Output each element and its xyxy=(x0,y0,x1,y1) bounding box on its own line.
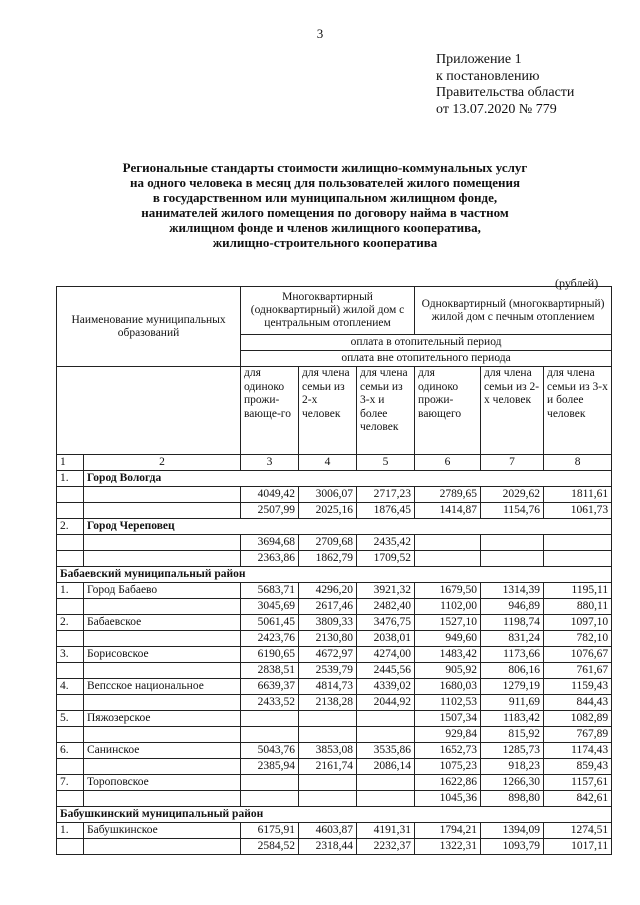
value-cell xyxy=(299,711,357,727)
unit-label: (рублей) xyxy=(555,276,599,290)
table-row xyxy=(57,567,612,583)
value-cell: 4049,42 xyxy=(241,487,299,503)
col-number-6: 6 xyxy=(415,455,481,471)
row-number xyxy=(57,695,84,711)
municipality-name xyxy=(84,759,241,775)
value-cell: 949,60 xyxy=(415,631,481,647)
table-row xyxy=(57,791,612,807)
value-cell: 4814,73 xyxy=(299,679,357,695)
table-row xyxy=(57,727,612,743)
municipality-name xyxy=(84,535,241,551)
col-number-4: 4 xyxy=(299,455,357,471)
row-number xyxy=(57,663,84,679)
table-row xyxy=(57,471,612,487)
municipality-name: Город Вологда xyxy=(84,471,612,487)
header-non-heating-period: оплата вне отопительного периода xyxy=(241,351,612,367)
header-group-central-heating: Многоквартирный (одноквартирный) жилой дом с центральным отоплением xyxy=(241,287,415,335)
row-number xyxy=(57,759,84,775)
row-number xyxy=(57,535,84,551)
header-name-column: Наименование муниципальных образований xyxy=(57,287,241,367)
value-cell: 1679,50 xyxy=(415,583,481,599)
value-cell: 2433,52 xyxy=(241,695,299,711)
value-cell: 1097,10 xyxy=(544,615,612,631)
value-cell: 3921,32 xyxy=(357,583,415,599)
value-cell: 1279,19 xyxy=(481,679,544,695)
value-cell: 1076,67 xyxy=(544,647,612,663)
page-number: 3 xyxy=(316,26,324,41)
value-cell: 842,61 xyxy=(544,791,612,807)
value-cell: 5061,45 xyxy=(241,615,299,631)
table-row xyxy=(57,823,612,839)
value-cell: 815,92 xyxy=(481,727,544,743)
value-cell xyxy=(357,775,415,791)
table-row xyxy=(57,583,612,599)
value-cell: 806,16 xyxy=(481,663,544,679)
header-sub-5: для члена семьи из 2-х человек xyxy=(481,367,544,455)
value-cell: 929,84 xyxy=(415,727,481,743)
table-row xyxy=(57,663,612,679)
value-cell: 4191,31 xyxy=(357,823,415,839)
table-row xyxy=(57,839,612,855)
value-cell: 880,11 xyxy=(544,599,612,615)
value-cell: 1876,45 xyxy=(357,503,415,519)
row-number xyxy=(57,839,84,855)
title-line-4: нанимателей жилого помещения по договору найма в частном xyxy=(141,205,509,220)
table-row xyxy=(57,679,612,695)
value-cell: 2709,68 xyxy=(299,535,357,551)
municipality-name xyxy=(84,551,241,567)
value-cell: 1045,36 xyxy=(415,791,481,807)
value-cell: 844,43 xyxy=(544,695,612,711)
value-cell: 6175,91 xyxy=(241,823,299,839)
municipality-name: Город Череповец xyxy=(84,519,612,535)
table-row xyxy=(57,503,612,519)
value-cell: 2086,14 xyxy=(357,759,415,775)
value-cell: 2435,42 xyxy=(357,535,415,551)
row-number xyxy=(57,599,84,615)
value-cell xyxy=(241,791,299,807)
value-cell: 6639,37 xyxy=(241,679,299,695)
row-number: 1. xyxy=(57,471,84,487)
standards-table xyxy=(56,286,612,855)
row-number: 4. xyxy=(57,679,84,695)
value-cell: 2507,99 xyxy=(241,503,299,519)
appendix-line-4: от 13.07.2020 № 779 xyxy=(436,101,557,117)
municipality-name xyxy=(84,695,241,711)
value-cell: 5043,76 xyxy=(241,743,299,759)
municipality-name: Санинское xyxy=(84,743,241,759)
value-cell: 1322,31 xyxy=(415,839,481,855)
header-sub-1: для одиноко прожи-вающе-го xyxy=(241,367,299,455)
value-cell: 2838,51 xyxy=(241,663,299,679)
row-number xyxy=(57,487,84,503)
row-number xyxy=(57,791,84,807)
value-cell: 1157,61 xyxy=(544,775,612,791)
value-cell: 1061,73 xyxy=(544,503,612,519)
table-row xyxy=(57,519,612,535)
value-cell: 1274,51 xyxy=(544,823,612,839)
title-line-6: жилищно-строительного кооператива xyxy=(212,235,438,250)
value-cell: 3809,33 xyxy=(299,615,357,631)
header-heating-period: оплата в отопительный период xyxy=(241,335,612,351)
municipality-name xyxy=(84,727,241,743)
document-title xyxy=(90,160,560,250)
district-name: Бабушкинский муниципальный район xyxy=(57,807,612,823)
value-cell: 2363,86 xyxy=(241,551,299,567)
value-cell: 1017,11 xyxy=(544,839,612,855)
value-cell: 1154,76 xyxy=(481,503,544,519)
value-cell: 1266,30 xyxy=(481,775,544,791)
value-cell: 3853,08 xyxy=(299,743,357,759)
appendix-line-2: к постановлению xyxy=(436,68,540,84)
title-line-1: Региональные стандарты стоимости жилищно-коммунальных услуг xyxy=(122,160,528,175)
value-cell: 1075,23 xyxy=(415,759,481,775)
value-cell xyxy=(357,727,415,743)
header-sub-6: для члена семьи из 3-х и более человек xyxy=(544,367,612,455)
row-number: 7. xyxy=(57,775,84,791)
municipality-name xyxy=(84,663,241,679)
value-cell: 6190,65 xyxy=(241,647,299,663)
municipality-name: Бабаевское xyxy=(84,615,241,631)
row-number: 3. xyxy=(57,647,84,663)
value-cell xyxy=(357,791,415,807)
municipality-name: Бабушкинское xyxy=(84,823,241,839)
value-cell: 1507,34 xyxy=(415,711,481,727)
value-cell: 1093,79 xyxy=(481,839,544,855)
value-cell: 2789,65 xyxy=(415,487,481,503)
municipality-name: Город Бабаево xyxy=(84,583,241,599)
value-cell: 1198,74 xyxy=(481,615,544,631)
value-cell: 4296,20 xyxy=(299,583,357,599)
value-cell: 1811,61 xyxy=(544,487,612,503)
table-row xyxy=(57,759,612,775)
value-cell: 1862,79 xyxy=(299,551,357,567)
value-cell: 4672,97 xyxy=(299,647,357,663)
table-row xyxy=(57,631,612,647)
value-cell: 1102,53 xyxy=(415,695,481,711)
value-cell: 2482,40 xyxy=(357,599,415,615)
municipality-name: Вепсское национальное xyxy=(84,679,241,695)
row-number: 1. xyxy=(57,823,84,839)
value-cell: 905,92 xyxy=(415,663,481,679)
row-number: 2. xyxy=(57,519,84,535)
municipality-name xyxy=(84,599,241,615)
value-cell: 1159,43 xyxy=(544,679,612,695)
value-cell xyxy=(481,551,544,567)
row-number: 2. xyxy=(57,615,84,631)
municipality-name: Борисовское xyxy=(84,647,241,663)
value-cell: 911,69 xyxy=(481,695,544,711)
value-cell: 3535,86 xyxy=(357,743,415,759)
value-cell: 3694,68 xyxy=(241,535,299,551)
municipality-name: Тороповское xyxy=(84,775,241,791)
row-number: 6. xyxy=(57,743,84,759)
value-cell: 1483,42 xyxy=(415,647,481,663)
value-cell: 831,24 xyxy=(481,631,544,647)
table-row xyxy=(57,551,612,567)
district-name: Бабаевский муниципальный район xyxy=(57,567,612,583)
value-cell: 2318,44 xyxy=(299,839,357,855)
value-cell: 2584,52 xyxy=(241,839,299,855)
table-row xyxy=(57,599,612,615)
table-row xyxy=(57,807,612,823)
col-number-8: 8 xyxy=(544,455,612,471)
value-cell: 1173,66 xyxy=(481,647,544,663)
row-number: 1. xyxy=(57,583,84,599)
value-cell: 1709,52 xyxy=(357,551,415,567)
row-number xyxy=(57,551,84,567)
value-cell: 2423,76 xyxy=(241,631,299,647)
value-cell: 1195,11 xyxy=(544,583,612,599)
value-cell xyxy=(357,711,415,727)
value-cell xyxy=(481,535,544,551)
value-cell xyxy=(544,551,612,567)
municipality-name xyxy=(84,839,241,855)
value-cell: 1414,87 xyxy=(415,503,481,519)
value-cell: 1314,39 xyxy=(481,583,544,599)
value-cell: 2445,56 xyxy=(357,663,415,679)
value-cell: 1174,43 xyxy=(544,743,612,759)
header-group-stove-heating: Одноквартирный (многоквартирный) жилой дом с печным отоплением xyxy=(415,287,612,335)
header-empty-cell xyxy=(57,367,241,455)
value-cell: 2385,94 xyxy=(241,759,299,775)
value-cell: 3045,69 xyxy=(241,599,299,615)
col-number-1: 1 xyxy=(57,455,84,471)
col-number-7: 7 xyxy=(481,455,544,471)
appendix-line-3: Правительства области xyxy=(436,85,575,100)
table-row xyxy=(57,615,612,631)
row-number xyxy=(57,631,84,647)
value-cell: 2617,46 xyxy=(299,599,357,615)
value-cell xyxy=(241,711,299,727)
value-cell xyxy=(241,775,299,791)
value-cell: 1082,89 xyxy=(544,711,612,727)
table-row xyxy=(57,535,612,551)
value-cell xyxy=(415,551,481,567)
table-row xyxy=(57,647,612,663)
header-sub-2: для члена семьи из 2-х человек xyxy=(299,367,357,455)
value-cell: 1794,21 xyxy=(415,823,481,839)
value-cell: 859,43 xyxy=(544,759,612,775)
header-sub-3: для члена семьи из 3-х и более человек xyxy=(357,367,415,455)
title-line-5: жилищном фонде и членов жилищного кооператива, xyxy=(169,220,481,235)
col-number-3: 3 xyxy=(241,455,299,471)
appendix-block xyxy=(436,52,574,118)
row-number xyxy=(57,727,84,743)
table-body xyxy=(57,471,612,855)
value-cell: 4603,87 xyxy=(299,823,357,839)
value-cell: 767,89 xyxy=(544,727,612,743)
value-cell: 1102,00 xyxy=(415,599,481,615)
value-cell: 4339,02 xyxy=(357,679,415,695)
value-cell: 2161,74 xyxy=(299,759,357,775)
value-cell: 4274,00 xyxy=(357,647,415,663)
value-cell: 1394,09 xyxy=(481,823,544,839)
value-cell: 761,67 xyxy=(544,663,612,679)
value-cell: 1680,03 xyxy=(415,679,481,695)
header-sub-4: для одиноко прожи-вающего xyxy=(415,367,481,455)
value-cell: 3476,75 xyxy=(357,615,415,631)
value-cell: 5683,71 xyxy=(241,583,299,599)
title-line-3: в государственном или муниципальном жилищном фонде, xyxy=(152,190,498,205)
value-cell: 946,89 xyxy=(481,599,544,615)
value-cell: 2130,80 xyxy=(299,631,357,647)
municipality-name: Пяжозерское xyxy=(84,711,241,727)
value-cell: 1183,42 xyxy=(481,711,544,727)
value-cell: 898,80 xyxy=(481,791,544,807)
col-number-2: 2 xyxy=(84,455,241,471)
value-cell: 1652,73 xyxy=(415,743,481,759)
value-cell: 2038,01 xyxy=(357,631,415,647)
municipality-name xyxy=(84,503,241,519)
value-cell xyxy=(544,535,612,551)
value-cell: 2044,92 xyxy=(357,695,415,711)
value-cell: 1285,73 xyxy=(481,743,544,759)
value-cell: 2232,37 xyxy=(357,839,415,855)
value-cell: 3006,07 xyxy=(299,487,357,503)
title-line-2: на одного человека в месяц для пользователей жилого помещения xyxy=(129,175,521,190)
value-cell: 2717,23 xyxy=(357,487,415,503)
col-number-5: 5 xyxy=(357,455,415,471)
municipality-name xyxy=(84,631,241,647)
value-cell xyxy=(241,727,299,743)
value-cell xyxy=(299,791,357,807)
value-cell: 1622,86 xyxy=(415,775,481,791)
value-cell: 2029,62 xyxy=(481,487,544,503)
appendix-line-1: Приложение 1 xyxy=(436,52,522,67)
table-row xyxy=(57,695,612,711)
value-cell: 782,10 xyxy=(544,631,612,647)
row-number xyxy=(57,503,84,519)
value-cell xyxy=(299,775,357,791)
municipality-name xyxy=(84,791,241,807)
value-cell xyxy=(415,535,481,551)
value-cell: 2138,28 xyxy=(299,695,357,711)
table-row xyxy=(57,711,612,727)
value-cell: 918,23 xyxy=(481,759,544,775)
value-cell xyxy=(299,727,357,743)
table-row xyxy=(57,487,612,503)
value-cell: 2539,79 xyxy=(299,663,357,679)
table-row xyxy=(57,775,612,791)
value-cell: 1527,10 xyxy=(415,615,481,631)
table-row xyxy=(57,743,612,759)
value-cell: 2025,16 xyxy=(299,503,357,519)
row-number: 5. xyxy=(57,711,84,727)
municipality-name xyxy=(84,487,241,503)
